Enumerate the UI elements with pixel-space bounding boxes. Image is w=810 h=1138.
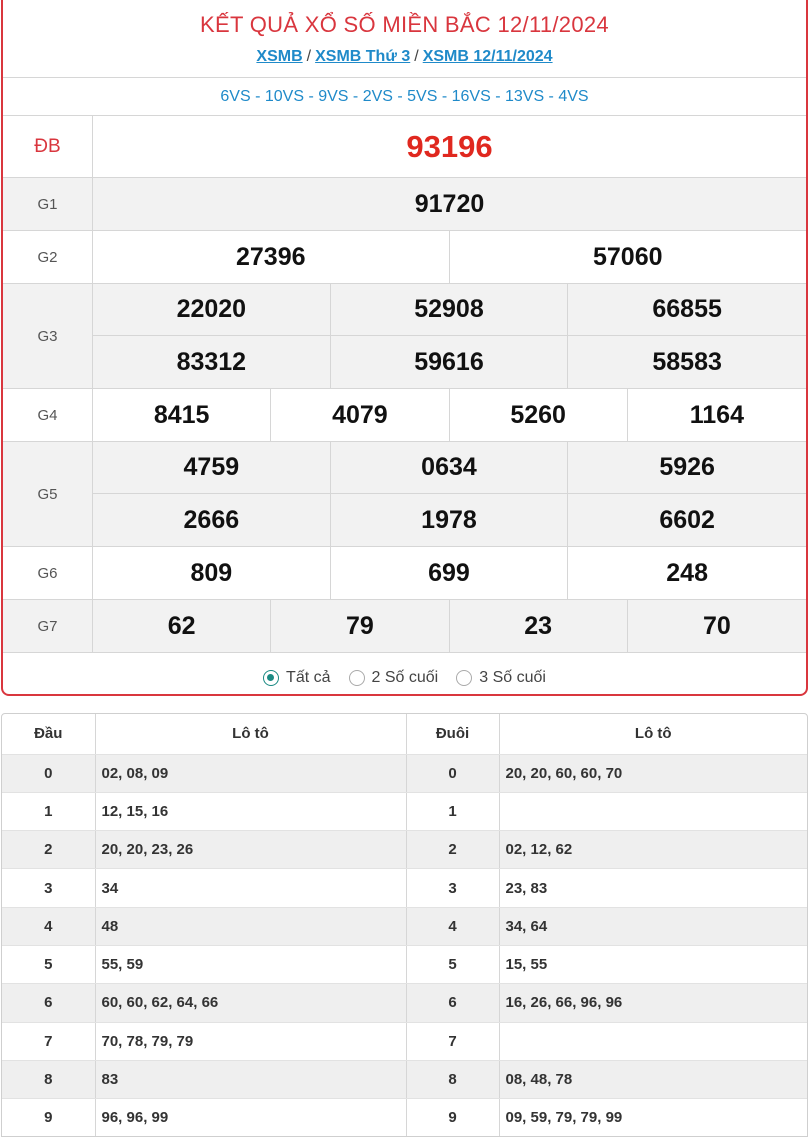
head-digit: 5 bbox=[2, 945, 95, 983]
prize-number-g2: 57060 bbox=[592, 242, 663, 271]
table-row bbox=[2, 1022, 807, 1060]
head-digit: 8 bbox=[2, 1060, 95, 1098]
prize-label-g5: G5 bbox=[3, 442, 93, 546]
head-digit: 6 bbox=[2, 984, 95, 1022]
prize-row-g4 bbox=[3, 389, 806, 442]
table-row bbox=[2, 945, 807, 983]
table-row bbox=[2, 907, 807, 945]
head-loto-values: 70, 78, 79, 79 bbox=[95, 1022, 406, 1060]
tail-loto-values bbox=[499, 1022, 807, 1060]
table-row bbox=[2, 831, 807, 869]
head-loto-values: 96, 96, 99 bbox=[95, 1099, 406, 1137]
prize-number-g3: 66855 bbox=[568, 284, 806, 336]
head-digit: 1 bbox=[2, 792, 95, 830]
table-row bbox=[2, 869, 807, 907]
head-loto-values: 20, 20, 23, 26 bbox=[95, 831, 406, 869]
tail-digit: 3 bbox=[406, 869, 499, 907]
column-header-head: Đầu bbox=[2, 714, 95, 754]
prize-row-g2 bbox=[3, 231, 806, 284]
tail-loto-values bbox=[499, 792, 807, 830]
table-row bbox=[2, 792, 807, 830]
tail-digit: 7 bbox=[406, 1022, 499, 1060]
prize-number-g5: 0634 bbox=[331, 442, 569, 494]
prize-number-g3: 22020 bbox=[93, 284, 331, 336]
prize-number-g7: 23 bbox=[450, 600, 628, 652]
table-row bbox=[2, 1060, 807, 1098]
loto-table-container bbox=[1, 713, 808, 1137]
tail-digit: 4 bbox=[406, 907, 499, 945]
tail-digit: 8 bbox=[406, 1060, 499, 1098]
column-header-tail: Đuôi bbox=[406, 714, 499, 754]
prize-row-db bbox=[3, 116, 806, 178]
tail-digit: 9 bbox=[406, 1099, 499, 1137]
prize-number-g2: 27396 bbox=[93, 231, 450, 283]
breadcrumb-link-xsmb-date[interactable]: XSMB 12/11/2024 bbox=[422, 48, 553, 65]
prize-number-g3: 52908 bbox=[331, 284, 569, 336]
prize-number-g5: 2666 bbox=[93, 494, 331, 546]
results-card bbox=[1, 0, 808, 696]
column-header-loto: Lô tô bbox=[95, 714, 406, 754]
tail-loto-values: 09, 59, 79, 79, 99 bbox=[499, 1099, 807, 1137]
radio-icon[interactable] bbox=[349, 670, 365, 686]
table-row bbox=[2, 754, 807, 792]
table-row bbox=[2, 984, 807, 1022]
head-loto-values: 55, 59 bbox=[95, 945, 406, 983]
prize-number-g6: 248 bbox=[666, 558, 708, 587]
tail-loto-values: 02, 12, 62 bbox=[499, 831, 807, 869]
tail-loto-values: 15, 55 bbox=[499, 945, 807, 983]
prize-row-g5 bbox=[3, 442, 806, 547]
head-digit: 2 bbox=[2, 831, 95, 869]
prize-label-g1: G1 bbox=[3, 178, 93, 230]
prize-number-g6: 699 bbox=[331, 547, 569, 599]
prize-label-db: ĐB bbox=[3, 116, 93, 177]
tail-digit: 0 bbox=[406, 754, 499, 792]
head-loto-values: 60, 60, 62, 64, 66 bbox=[95, 984, 406, 1022]
prize-label-g6: G6 bbox=[3, 547, 93, 599]
prize-codes: 6VS - 10VS - 9VS - 2VS - 5VS - 16VS - 13VS - 4VS bbox=[3, 78, 806, 116]
prize-number-g6: 809 bbox=[93, 547, 331, 599]
prize-number-g4: 4079 bbox=[271, 389, 449, 441]
head-digit: 7 bbox=[2, 1022, 95, 1060]
breadcrumb-link-xsmb-thu-3[interactable]: XSMB Thứ 3 bbox=[315, 48, 411, 65]
tail-loto-values: 16, 26, 66, 96, 96 bbox=[499, 984, 807, 1022]
prize-number-g5: 6602 bbox=[659, 505, 715, 534]
filter-option-all[interactable] bbox=[263, 669, 330, 687]
prize-number-g3: 58583 bbox=[652, 347, 722, 376]
prize-number-g7: 70 bbox=[702, 611, 731, 640]
prize-number-g4: 5260 bbox=[450, 389, 628, 441]
head-digit: 3 bbox=[2, 869, 95, 907]
prize-number-db: 93196 bbox=[406, 128, 493, 164]
tail-loto-values: 08, 48, 78 bbox=[499, 1060, 807, 1098]
loto-header-row bbox=[2, 714, 807, 754]
digit-filter bbox=[3, 653, 806, 696]
table-row bbox=[2, 1099, 807, 1137]
prize-row-g6 bbox=[3, 547, 806, 600]
prize-number-g5: 5926 bbox=[568, 442, 806, 494]
tail-digit: 1 bbox=[406, 792, 499, 830]
breadcrumb-separator: / bbox=[306, 48, 312, 65]
prize-number-g7: 62 bbox=[93, 600, 271, 652]
tail-digit: 5 bbox=[406, 945, 499, 983]
column-header-loto: Lô tô bbox=[499, 714, 807, 754]
prize-number-g3: 83312 bbox=[93, 336, 331, 388]
head-digit: 0 bbox=[2, 754, 95, 792]
tail-loto-values: 23, 83 bbox=[499, 869, 807, 907]
prize-row-g7 bbox=[3, 600, 806, 653]
filter-option-last-3[interactable] bbox=[456, 669, 546, 687]
page-title: KẾT QUẢ XỔ SỐ MIỀN BẮC 12/11/2024 bbox=[200, 12, 609, 37]
prize-label-g4: G4 bbox=[3, 389, 93, 441]
radio-icon[interactable] bbox=[456, 670, 472, 686]
tail-loto-values: 34, 64 bbox=[499, 907, 807, 945]
head-loto-values: 02, 08, 09 bbox=[95, 754, 406, 792]
filter-option-label: Tất cả bbox=[286, 668, 331, 686]
head-digit: 9 bbox=[2, 1099, 95, 1137]
prize-number-g1: 91720 bbox=[414, 189, 485, 218]
results-header bbox=[3, 0, 806, 78]
prize-label-g7: G7 bbox=[3, 600, 93, 652]
breadcrumb bbox=[3, 48, 806, 66]
prize-label-g2: G2 bbox=[3, 231, 93, 283]
prize-number-g7: 79 bbox=[271, 600, 449, 652]
head-loto-values: 12, 15, 16 bbox=[95, 792, 406, 830]
filter-option-label: 3 Số cuối bbox=[479, 668, 546, 686]
prize-number-g4: 8415 bbox=[93, 389, 271, 441]
tail-digit: 6 bbox=[406, 984, 499, 1022]
head-loto-values: 34 bbox=[95, 869, 406, 907]
prize-number-g5: 4759 bbox=[93, 442, 331, 494]
head-digit: 4 bbox=[2, 907, 95, 945]
prize-number-g5: 1978 bbox=[331, 494, 569, 546]
breadcrumb-link-xsmb[interactable]: XSMB bbox=[256, 48, 303, 65]
tail-loto-values: 20, 20, 60, 60, 70 bbox=[499, 754, 807, 792]
filter-option-label: 2 Số cuối bbox=[371, 668, 439, 686]
tail-digit: 2 bbox=[406, 831, 499, 869]
prize-row-g1 bbox=[3, 178, 806, 231]
prize-label-g3: G3 bbox=[3, 284, 93, 388]
prize-number-g3: 59616 bbox=[331, 336, 569, 388]
breadcrumb-separator: / bbox=[414, 48, 419, 65]
filter-option-last-2[interactable] bbox=[349, 669, 439, 687]
loto-table bbox=[2, 714, 807, 1137]
prize-row-g3 bbox=[3, 284, 806, 389]
radio-selected-icon[interactable] bbox=[263, 670, 279, 686]
head-loto-values: 48 bbox=[95, 907, 406, 945]
prize-number-g4: 1164 bbox=[689, 400, 744, 429]
head-loto-values: 83 bbox=[95, 1060, 406, 1098]
